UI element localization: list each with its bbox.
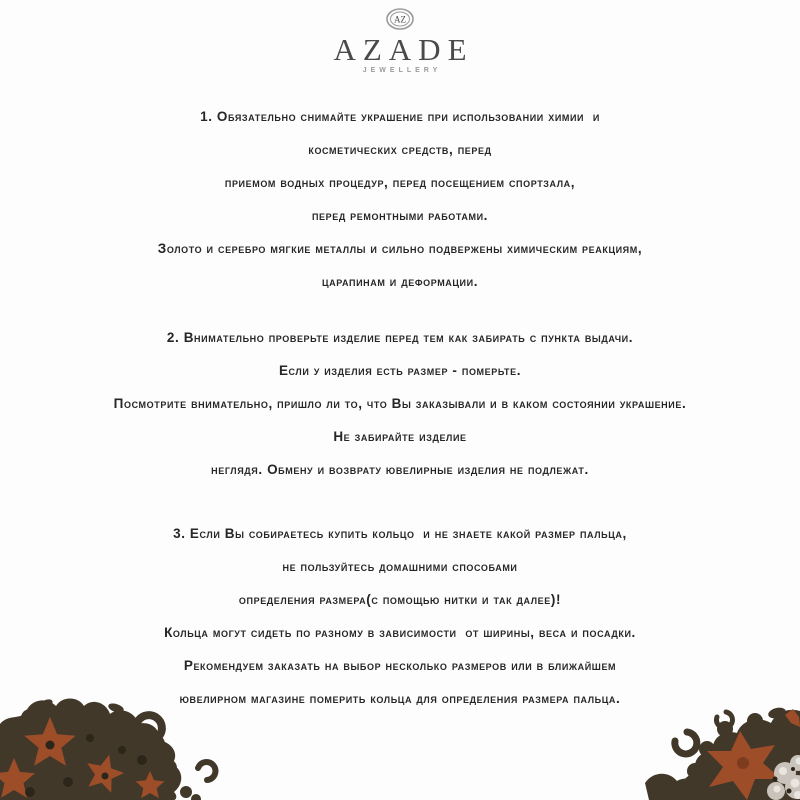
text-line: не пользуйтесь домашними способами bbox=[282, 559, 518, 574]
care-paragraph-3 bbox=[0, 517, 800, 715]
text-line: косметических средств, перед bbox=[308, 142, 492, 157]
care-paragraph-1 bbox=[0, 100, 800, 298]
text-line: 2. Внимательно проверьте изделие перед тем как забирать с пункта выдачи. bbox=[166, 330, 634, 345]
text-line: Если у изделия есть размер - померьте. bbox=[278, 363, 522, 378]
svg-text:AZ: AZ bbox=[394, 14, 406, 25]
brand-name: AZADE bbox=[333, 32, 474, 67]
floral-ornament-right-icon bbox=[625, 705, 800, 800]
text-line: 3. Если Вы собираетесь купить кольцо и не знаете какой размер пальца, bbox=[173, 526, 627, 541]
text-line: Не забирайте изделие bbox=[333, 429, 467, 444]
text-line: Кольца могут сидеть по разному в зависимости от ширины, веса и посадки. bbox=[164, 625, 636, 640]
text-line: ювелирном магазине померить кольца для определения размера пальца. bbox=[179, 691, 621, 706]
text-line: Рекомендуем заказать на выбор несколько размеров или в ближайшем bbox=[183, 658, 617, 673]
text-line: приемом водных процедур, перед посещением спортзала, bbox=[224, 175, 576, 190]
care-instructions bbox=[0, 100, 800, 715]
monogram-icon bbox=[383, 6, 417, 32]
brand-logo bbox=[0, 6, 800, 76]
text-line: царапинам и деформации. bbox=[321, 274, 479, 289]
brand-subtitle: JEWELLERY bbox=[362, 67, 442, 74]
floral-ornament-left-icon bbox=[0, 688, 225, 800]
text-line: Золото и серебро мягкие металлы и сильно подвержены химическим реакциям, bbox=[157, 241, 643, 256]
text-line: неглядя. Обмену и возврату ювелирные изделия не подлежат. bbox=[211, 462, 589, 477]
text-line: Посмотрите внимательно, пришло ли то, что Вы заказывали и в каком состоянии украшение. bbox=[113, 396, 687, 411]
care-paragraph-2 bbox=[0, 321, 800, 486]
text-line: определения размера(с помощью нитки и так далее)! bbox=[238, 592, 562, 607]
text-line: перед ремонтными работами. bbox=[311, 208, 489, 223]
text-line: 1. Обязательно снимайте украшение при использовании химии и bbox=[200, 109, 600, 124]
